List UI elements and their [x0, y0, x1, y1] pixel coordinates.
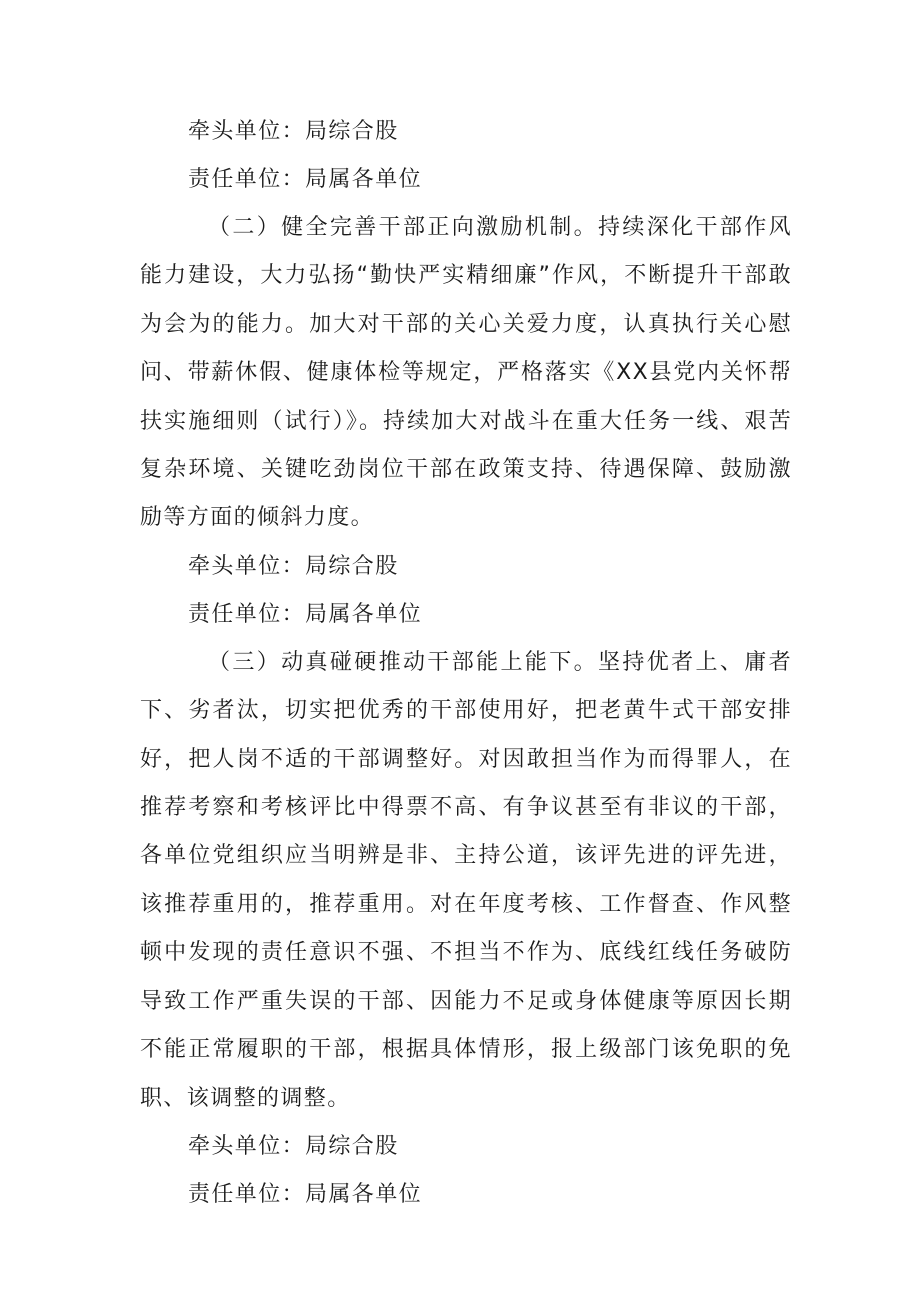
section-3-paragraph: （三）动真碰硬推动干部能上能下。坚持优者上、庸者下、劣者汰，切实把优秀的干部使用好，把老黄牛式干部安排好，把人岗不适的干部调整好。对因敢担当作为而得罪人，在推荐考察和考核评比中得票不高、有争议甚至有非议的干部，各单位党组织应当明辨是非、主持公道，该评先进的评先进，该推荐重用的，推荐重用。对在年度考核、工作督查、作风整顿中发现的责任意识不强、不担当不作为、底线红线任务破防导致工作严重失误的干部、因能力不足或身体健康等原因长期不能正常履职的干部，根据具体情形，报上级部门该免职的免职、该调整的调整。 — [140, 649, 792, 1111]
lead-unit-line: 牵头单位：局综合股 — [188, 1133, 399, 1159]
responsible-unit-line: 责任单位：局属各单位 — [188, 167, 423, 192]
responsible-unit-line: 责任单位：局属各单位 — [188, 1181, 423, 1207]
section-2-paragraph: （二）健全完善干部正向激励机制。持续深化干部作风能力建设，大力弘扬“勤快严实精细廉”作风，不断提升干部敢为会为的能力。加大对干部的关心关爱力度，认真执行关心慰问、带薪休假、健康体检等规定，严格落实《XX县党内关怀帮扶实施细则（试行）》。持续加大对战斗在重大任务一线、艰苦复杂环境、关键吃劲岗位干部在政策支持、待遇保障、鼓励激励等方面的倾斜力度。 — [140, 215, 792, 531]
responsible-unit-line: 责任单位：局属各单位 — [188, 601, 423, 627]
lead-unit-line: 牵头单位：局综合股 — [188, 119, 399, 144]
lead-unit-line: 牵头单位：局综合股 — [188, 553, 399, 579]
document-body — [140, 108, 792, 1219]
